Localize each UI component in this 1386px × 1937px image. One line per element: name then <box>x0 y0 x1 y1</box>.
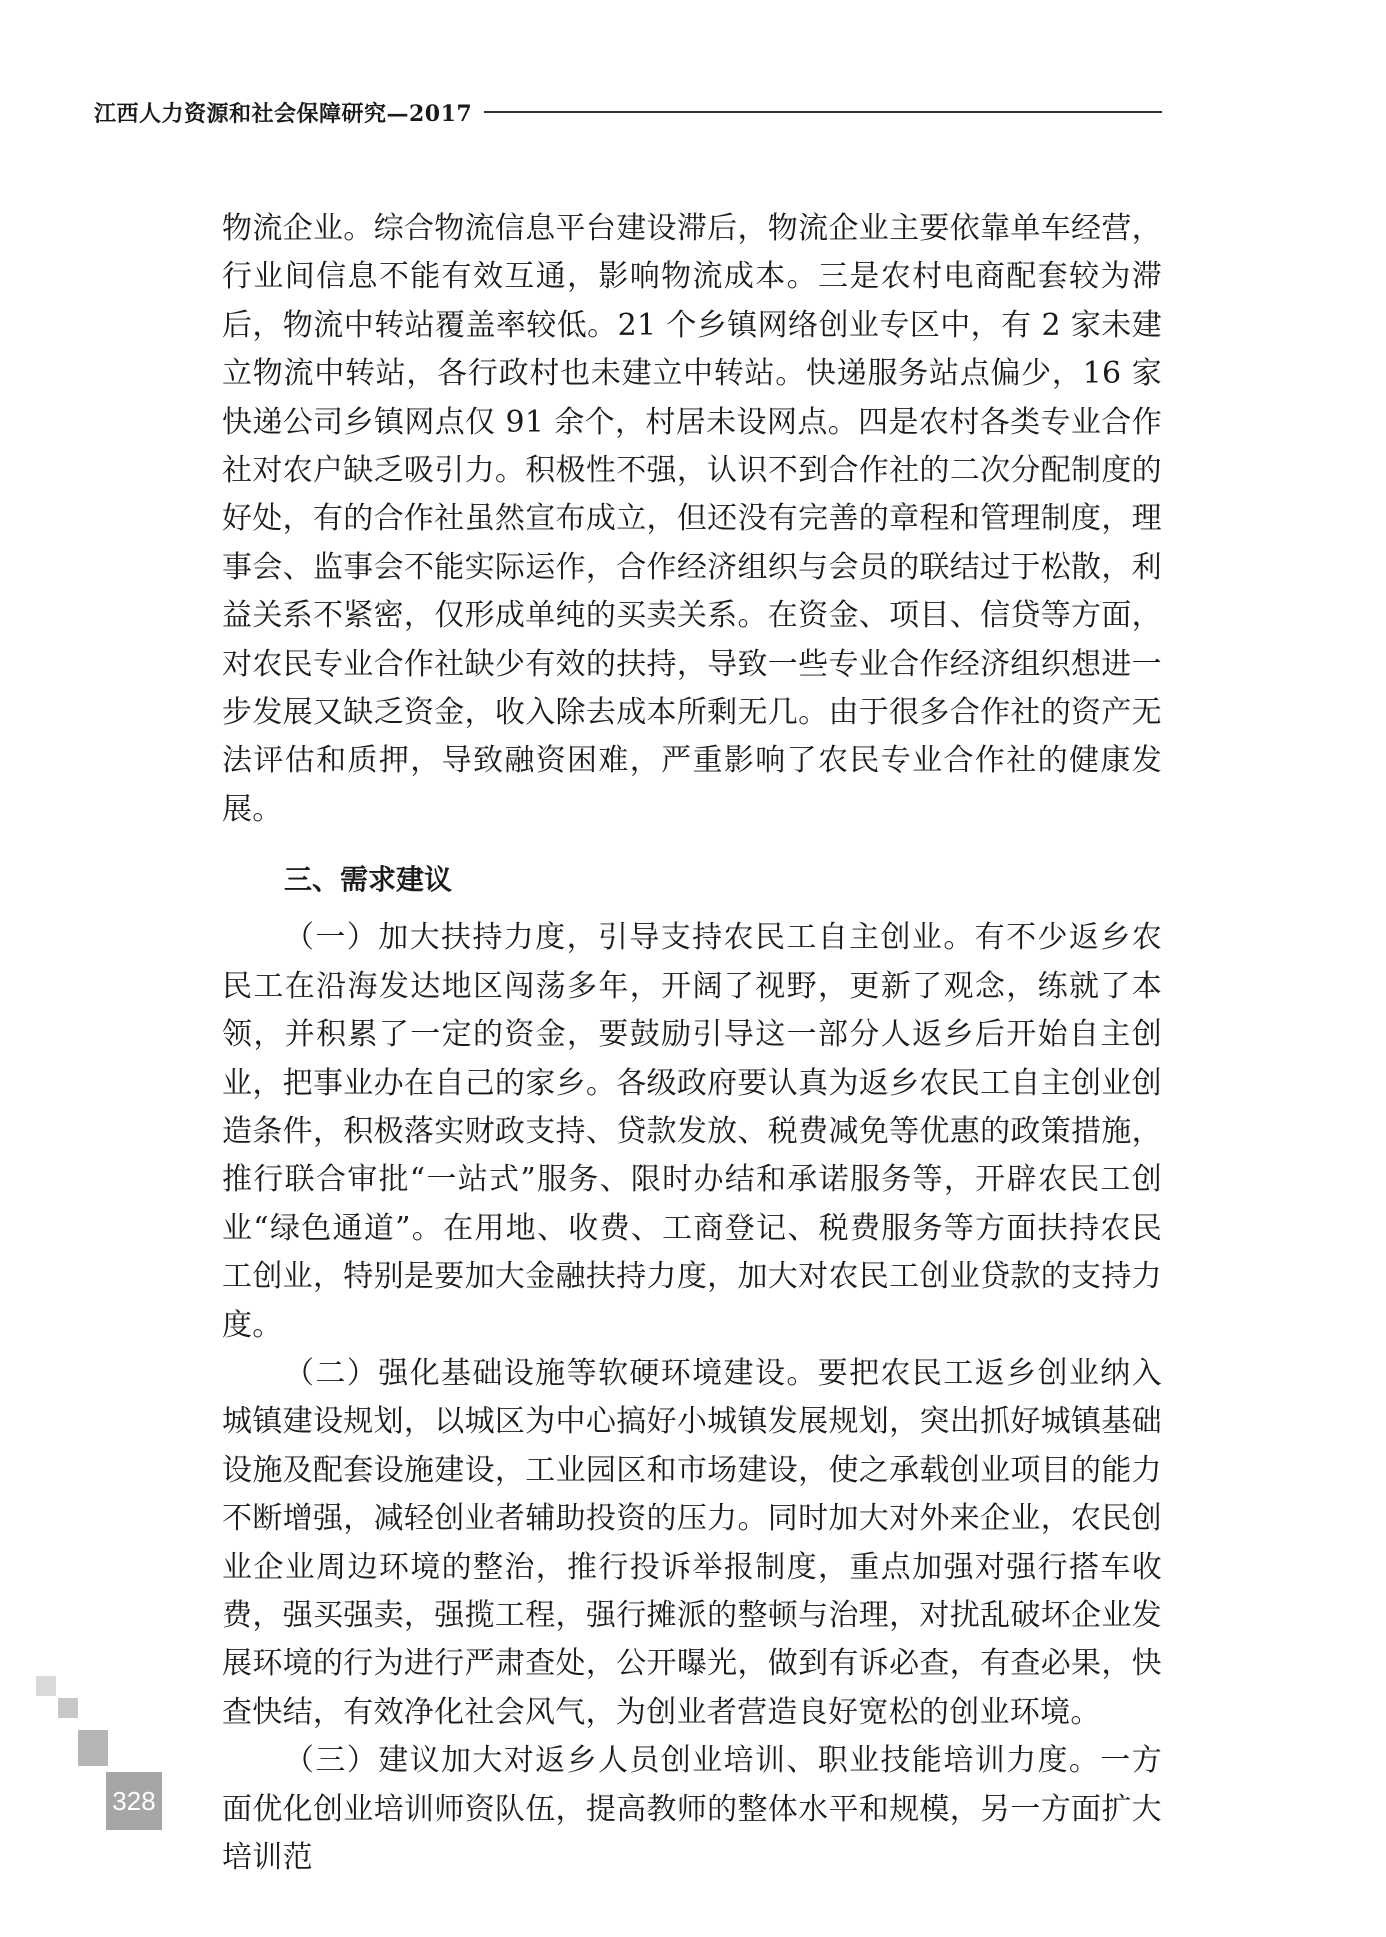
footer-square-decoration <box>58 1698 78 1718</box>
paragraph-continued: 物流企业。综合物流信息平台建设滞后，物流企业主要依靠单车经营，行业间信息不能有效互通，影响物流成本。三是农村电商配套较为滞后，物流中转站覆盖率较低。21 个乡镇网络创业专区中，有 2 家未建立物流中转站，各行政村也未建立中转站。快递服务站点偏少，16 家快递公司乡镇网点仅 91 余个，村居未设网点。四是农村各类专业合作社对农户缺乏吸引力。积极性不强，认识不到合作社的二次分配制度的好处，有的合作社虽然宣布成立，但还没有完善的章程和管理制度，理事会、监事会不能实际运作，合作经济组织与会员的联结过于松散，利益关系不紧密，仅形成单纯的买卖关系。在资金、项目、信贷等方面，对农民专业合作社缺少有效的扶持，导致一些专业合作经济组织想进一步发展又缺乏资金，收入除去成本所剩无几。由于很多合作社的资产无法评估和质押，导致融资困难，严重影响了农民专业合作社的健康发展。 <box>222 211 1162 827</box>
footer-square-decoration <box>78 1730 108 1766</box>
page-number: 328 <box>112 1785 156 1816</box>
footer-square-decoration <box>36 1676 56 1696</box>
running-header <box>94 96 1162 128</box>
section-heading: 三、需求建议 <box>284 863 453 897</box>
header-rule <box>484 111 1162 113</box>
running-header-title: 江西人力资源和社会保障研究—2017 <box>94 100 473 127</box>
paragraph-suggestion-1: （一）加大扶持力度，引导支持农民工自主创业。有不少返乡农民工在沿海发达地区闯荡多年，开阔了视野，更新了观念，练就了本领，并积累了一定的资金，要鼓励引导这一部分人返乡后开始自主创业，把事业办在自己的家乡。各级政府要认真为返乡农民工自主创业创造条件，积极落实财政支持、贷款发放、税费减免等优惠的政策措施，推行联合审批“一站式”服务、限时办结和承诺服务等，开辟农民工创业“绿色通道”。在用地、收费、工商登记、税费服务等方面扶持农民工创业，特别是要加大金融扶持力度，加大对农民工创业贷款的支持力度。 <box>222 920 1162 1343</box>
page-body <box>222 205 1162 1882</box>
paragraph-suggestion-2: （二）强化基础设施等软硬环境建设。要把农民工返乡创业纳入城镇建设规划，以城区为中心搞好小城镇发展规划，突出抓好城镇基础设施及配套设施建设，工业园区和市场建设，使之承载创业项目的能力不断增强，减轻创业者辅助投资的压力。同时加大对外来企业，农民创业企业周边环境的整治，推行投诉举报制度，重点加强对强行搭车收费，强买强卖，强揽工程，强行摊派的整顿与治理，对扰乱破坏企业发展环境的行为进行严肃查处，公开曝光，做到有诉必查，有查必果，快查快结，有效净化社会风气，为创业者营造良好宽松的创业环境。 <box>222 1355 1162 1730</box>
page-number-box <box>106 1772 162 1830</box>
paragraph-suggestion-3: （三）建议加大对返乡人员创业培训、职业技能培训力度。一方面优化创业培训师资队伍，提高教师的整体水平和规模，另一方面扩大培训范 <box>222 1743 1162 1875</box>
